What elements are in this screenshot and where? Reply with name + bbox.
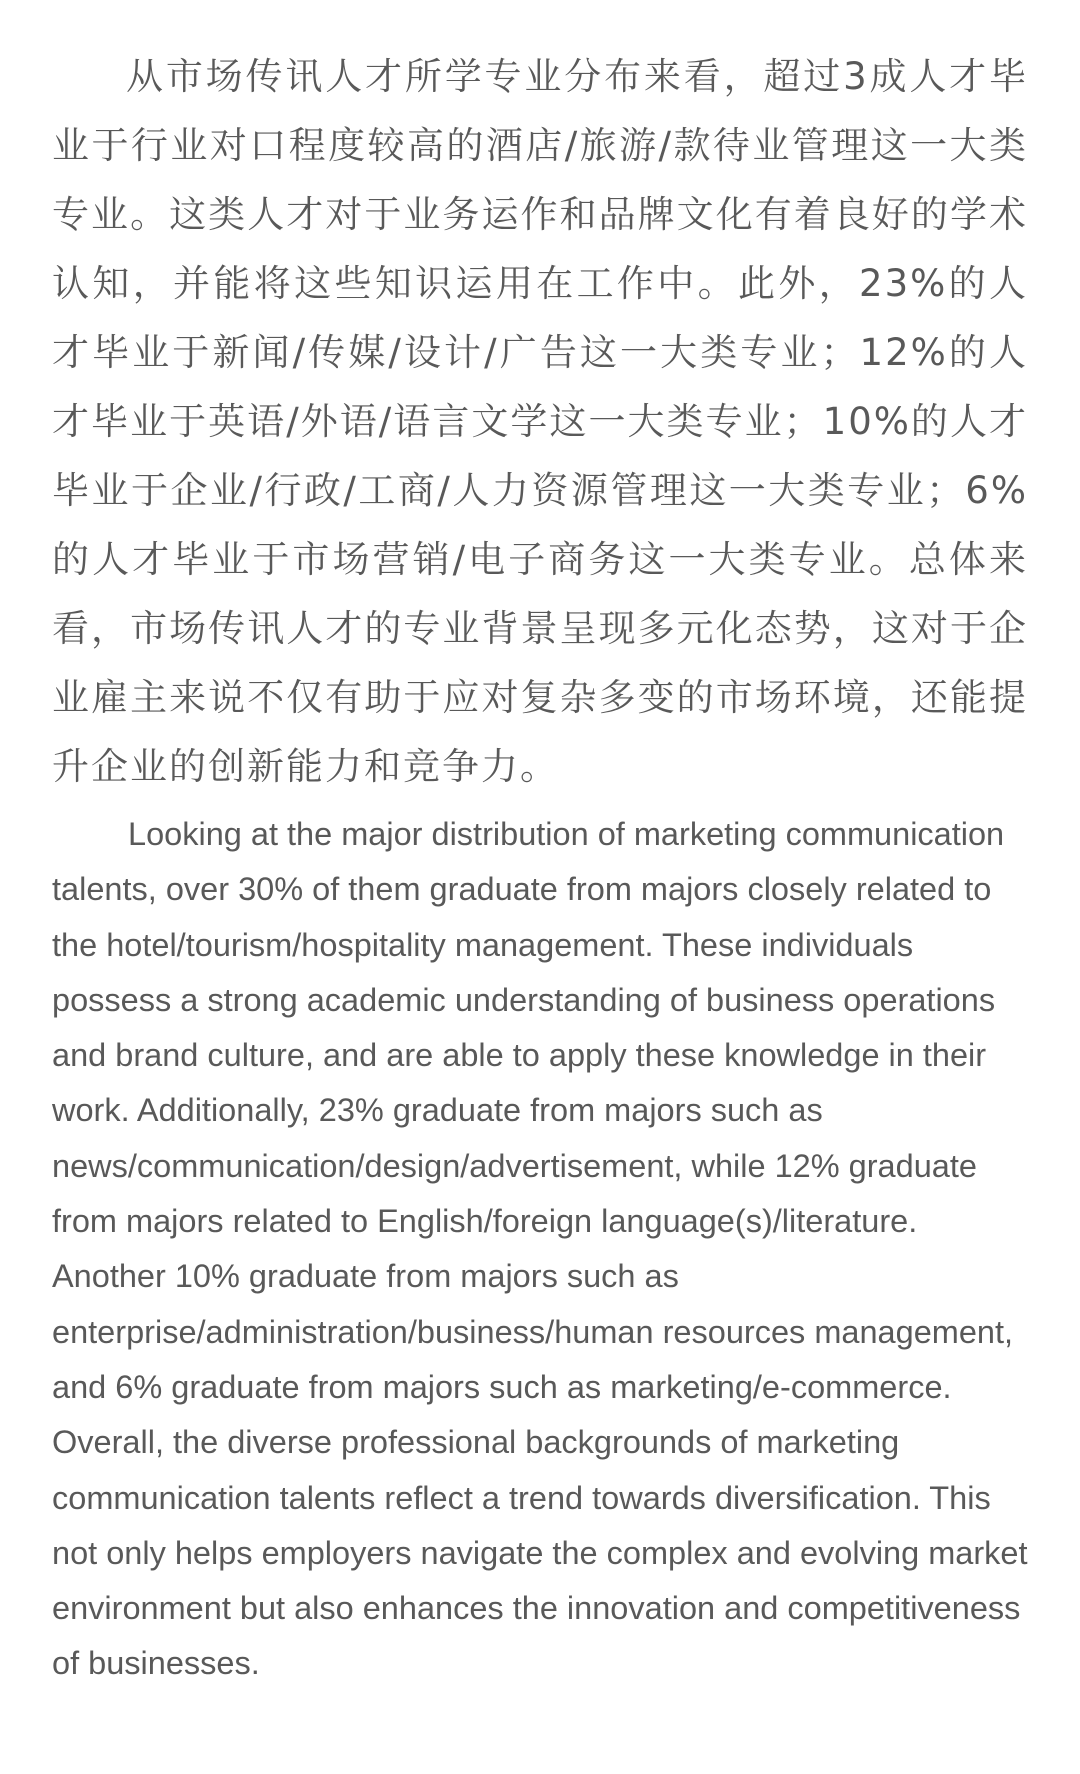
chinese-paragraph: 从市场传讯人才所学专业分布来看，超过3成人才毕业于行业对口程度较高的酒店/旅游/款待业管理这一大类专业。这类人才对于业务运作和品牌文化有着良好的学术认知，并能将这些知识运用在工作中。此外，23%的人才毕业于新闻/传媒/设计/广告这一大类专业；12%的人才毕业于英语/外语/语言文学这一大类专业；10%的人才毕业于企业/行政/工商/人力资源管理这一大类专业；6%的人才毕业于市场营销/电子商务这一大类专业。总体来看，市场传讯人才的专业背景呈现多元化态势，这对于企业雇主来说不仅有助于应对复杂多变的市场环境，还能提升企业的创新能力和竞争力。 bbox=[52, 55, 1028, 788]
english-paragraph: Looking at the major distribution of marketing communication talents, over 30% of them graduate from majors closely related to the hotel/tourism/hospitality management. These individuals possess a strong academic understanding of business operations and brand culture, and are able to apply these knowledge in their work. Additionally, 23% graduate from majors such as news/communication/design/advertisement, while 12% graduate from majors related to English/foreign language(s)/literature. Another 10% graduate from majors such as enterprise/administration/business/human resources management, and 6% graduate from majors such as marketing/e-commerce. Overall, the diverse professional backgrounds of marketing communication talents reflect a trend towards diversification. This not only helps employers navigate the complex and evolving market environment but also enhances the innovation and competitiveness of businesses. bbox=[52, 816, 1028, 1682]
